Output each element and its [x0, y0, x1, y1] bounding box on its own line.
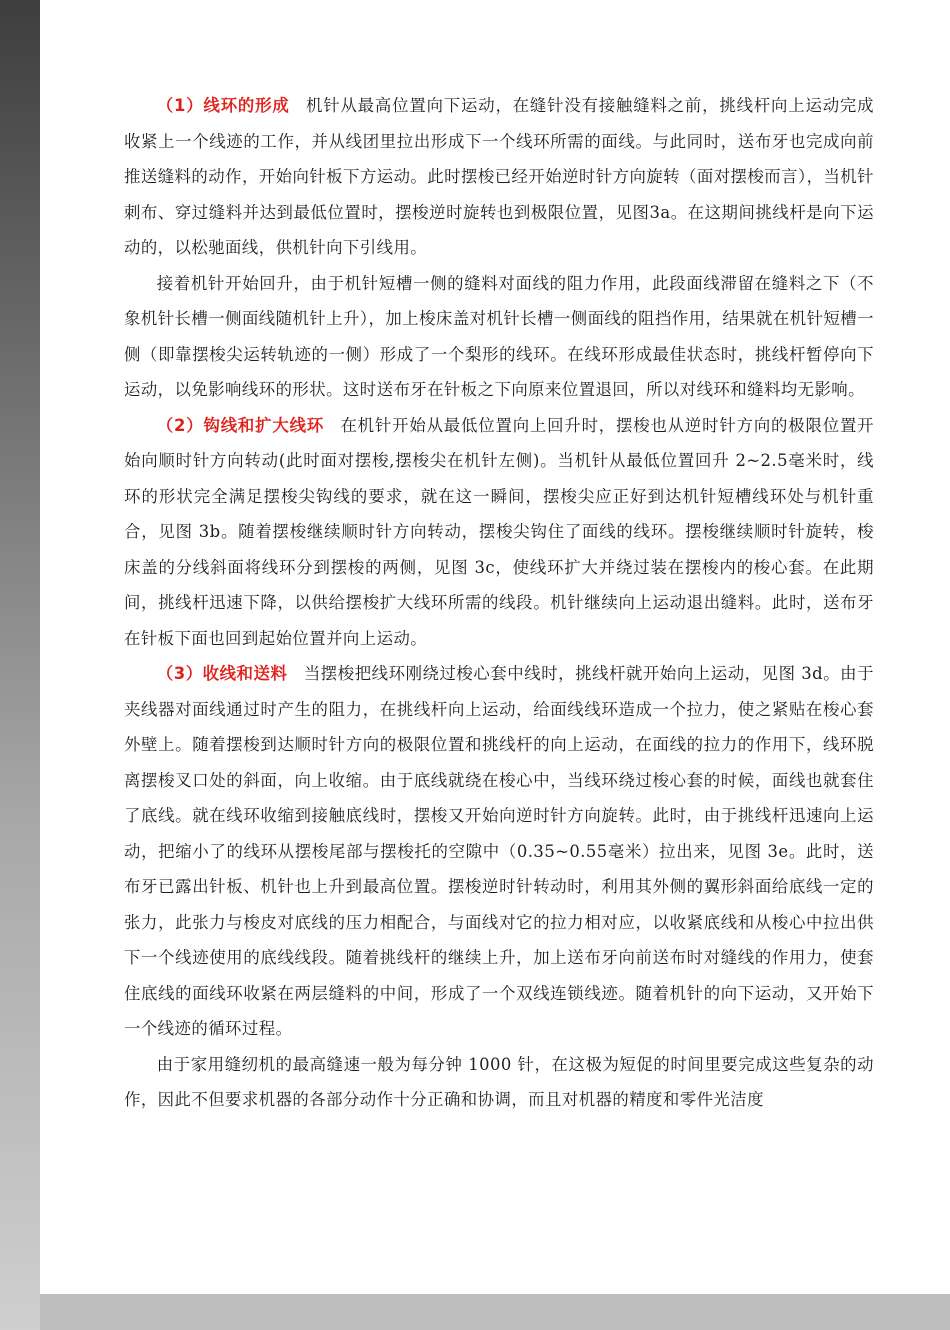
section-heading-1: （1）线环的形成	[156, 96, 290, 115]
paragraph-text: 当摆梭把线环刚绕过梭心套中线时，挑线杆就开始向上运动，见图 3d。由于夹线器对面线通过时产生的阻力，在挑线杆向上运动，给面线线环造成一个拉力，使之紧贴在梭心套外壁上。随着摆梭到达顺时针方向的极限位置和挑线杆的向上运动，在面线的拉力的作用下，线环脱离摆梭叉口处的斜面，向上收缩。由于底线就绕在梭心中，当线环绕过梭心套的时候，面线也就套住了底线。就在线环收缩到接触底线时，摆梭又开始向逆时针方向旋转。此时，由于挑线杆迅速向上运动，把缩小了的线环从摆梭尾部与摆梭托的空隙中（0.35~0.55毫米）拉出来，见图 3e。此时，送布牙已露出针板、机针也上升到最高位置。摆梭逆时针转动时，利用其外侧的翼形斜面给底线一定的张力，此张力与梭皮对底线的压力相配合，与面线对它的拉力相对应，以收紧底线和从梭心中拉出供下一个线迹使用的底线线段。随着挑线杆的继续上升，加上送布牙向前送布时对缝线的作用力，使套住底线的面线环收紧在两层缝料的中间，形成了一个双线连锁线迹。随着机针的向下运动，又开始下一个线迹的循环过程。	[124, 664, 874, 1038]
paragraph-take-up-and-feed	[124, 656, 874, 1047]
paragraph-hook-and-expand	[124, 408, 874, 657]
section-heading-2: （2）钩线和扩大线环	[156, 415, 325, 435]
paragraph-needle-rise	[124, 266, 874, 408]
document-body	[124, 88, 874, 1118]
section-heading-3: （3）收线和送料	[156, 664, 288, 683]
paragraph-thread-loop-formation	[124, 88, 874, 266]
paragraph-text: 由于家用缝纫机的最高缝速一般为每分钟 1000 针，在这极为短促的时间里要完成这些复杂的动作，因此不但要求机器的各部分动作十分正确和协调，而且对机器的精度和零件光洁度	[124, 1054, 874, 1109]
left-gray-sidebar	[0, 0, 40, 1330]
bottom-gray-band	[40, 1294, 950, 1330]
paragraph-speed-requirements	[124, 1047, 874, 1118]
paragraph-text: 机针从最高位置向下运动，在缝针没有接触缝料之前，挑线杆向上运动完成收紧上一个线迹的工作，并从线团里拉出形成下一个线环所需的面线。与此同时，送布牙也完成向前推送缝料的动作，开始向针板下方运动。此时摆梭已经开始逆时针方向旋转（面对摆梭而言），当机针刺布、穿过缝料并达到最低位置时，摆梭逆时旋转也到极限位置，见图3a。在这期间挑线杆是向下运动的，以松驰面线，供机针向下引线用。	[124, 96, 874, 257]
paragraph-text: 在机针开始从最低位置向上回升时，摆梭也从逆时针方向的极限位置开始向顺时针方向转动(此时面对摆梭,摆梭尖在机针左侧)。当机针从最低位置回升 2~2.5毫米时，线环的形状完全满足摆梭尖钩线的要求，就在这一瞬间，摆梭尖应正好到达机针短槽线环处与机针重合，见图 3b。随着摆梭继续顺时针方向转动，摆梭尖钩住了面线的线环。摆梭继续顺时针旋转，梭床盖的分线斜面将线环分到摆梭的两侧，见图 3c，使线环扩大并绕过装在摆梭内的梭心套。在此期间，挑线杆迅速下降，以供给摆梭扩大线环所需的线段。机针继续向上运动退出缝料。此时，送布牙在针板下面也回到起始位置并向上运动。	[124, 415, 875, 648]
paragraph-text: 接着机针开始回升，由于机针短槽一侧的缝料对面线的阻力作用，此段面线滞留在缝料之下（不象机针长槽一侧面线随机针上升），加上梭床盖对机针长槽一侧面线的阻挡作用，结果就在机针短槽一侧（即靠摆梭尖运转轨迹的一侧）形成了一个梨形的线环。在线环形成最佳状态时，挑线杆暂停向下运动，以免影响线环的形状。这时送布牙在针板之下向原来位置退回，所以对线环和缝料均无影响。	[124, 273, 874, 399]
